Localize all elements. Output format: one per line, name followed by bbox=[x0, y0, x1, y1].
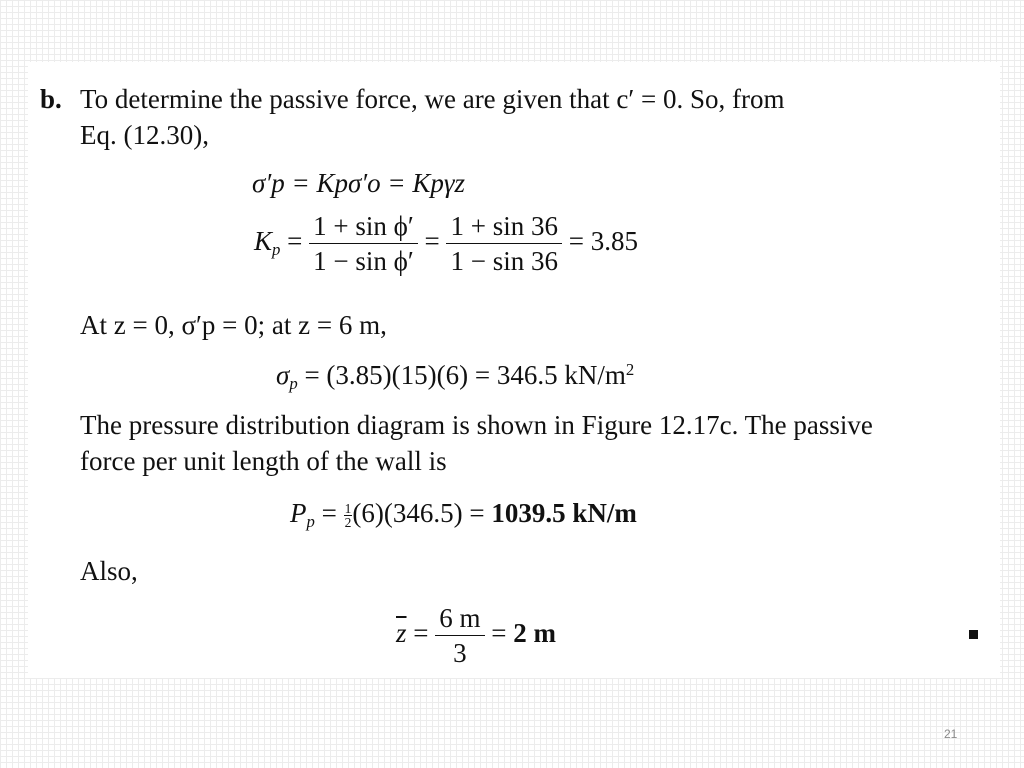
intro-line-2: Eq. (12.30), bbox=[80, 120, 209, 150]
equation-sigma-p-value: $\sigma_p = (3.85)(15)(6) = 346.5$ $kN/m^2$ bbox=[276, 360, 635, 394]
pp-half-den: 2 bbox=[344, 515, 352, 531]
kp-result: = 3.85 bbox=[568, 226, 638, 257]
kp-lhs: K bbox=[254, 226, 273, 257]
distribution-line-2: force per unit length of the wall is bbox=[80, 446, 447, 476]
equation-pp: $P_p$ = $\frac{1}{2}$ (6)(346.5) = 1039.5 kN/m bbox=[290, 498, 637, 532]
intro-line-1: To determine the passive force, we are given that c′ = 0. So, from bbox=[80, 84, 785, 114]
equation-sigma-p bbox=[252, 170, 465, 197]
kp-frac2-den: 1 − sin 36 bbox=[450, 246, 558, 277]
at-z-line: At z = 0, σ′p = 0; at z = 6 m, bbox=[80, 310, 387, 340]
equation-zbar: $\overline{z}$ = $\frac{6 m}{3}$ = 2 m bbox=[396, 603, 556, 669]
part-label: b. bbox=[40, 84, 62, 114]
pp-result: 1039.5 kN/m bbox=[491, 498, 637, 528]
equation-sigma-p-text: σ′p = Kpσ′o = Kpγz bbox=[252, 168, 466, 198]
pp-expr: (6)(346.5) = bbox=[352, 498, 485, 528]
kp-fraction-1 bbox=[309, 212, 418, 276]
kp-lhs-sub: p bbox=[272, 240, 281, 260]
zbar-den: 3 bbox=[453, 638, 467, 669]
kp-frac1-num: 1 + sin ϕ′ bbox=[309, 212, 418, 244]
page-number: 21 bbox=[944, 727, 958, 741]
kp-fraction-2 bbox=[446, 212, 562, 276]
sigma-p-value-exp: 2 bbox=[625, 360, 635, 379]
pp-half-num: 1 bbox=[344, 500, 352, 516]
also-label: Also, bbox=[80, 556, 138, 586]
end-of-proof-square bbox=[969, 630, 978, 639]
equation-kp: $K_p$ = $\frac{\text{1 + sin ϕ′}}{\text{1 − sin ϕ′}}$ = $\frac{1 + \sin 36}{1 - \sin 36}$ = 3.85 bbox=[254, 211, 638, 277]
zbar-num: 6 m bbox=[435, 604, 484, 636]
sigma-p-value-expr: = (3.85)(15)(6) = 346.5 kN/m bbox=[304, 360, 626, 391]
zbar-fraction bbox=[435, 604, 484, 668]
kp-frac1-den: 1 − sin ϕ′ bbox=[313, 246, 414, 277]
zbar-result: 2 m bbox=[513, 618, 556, 649]
distribution-line-1: The pressure distribution diagram is shown in Figure 12.17c. The passive bbox=[80, 410, 873, 440]
kp-frac2-num: 1 + sin 36 bbox=[446, 212, 562, 244]
